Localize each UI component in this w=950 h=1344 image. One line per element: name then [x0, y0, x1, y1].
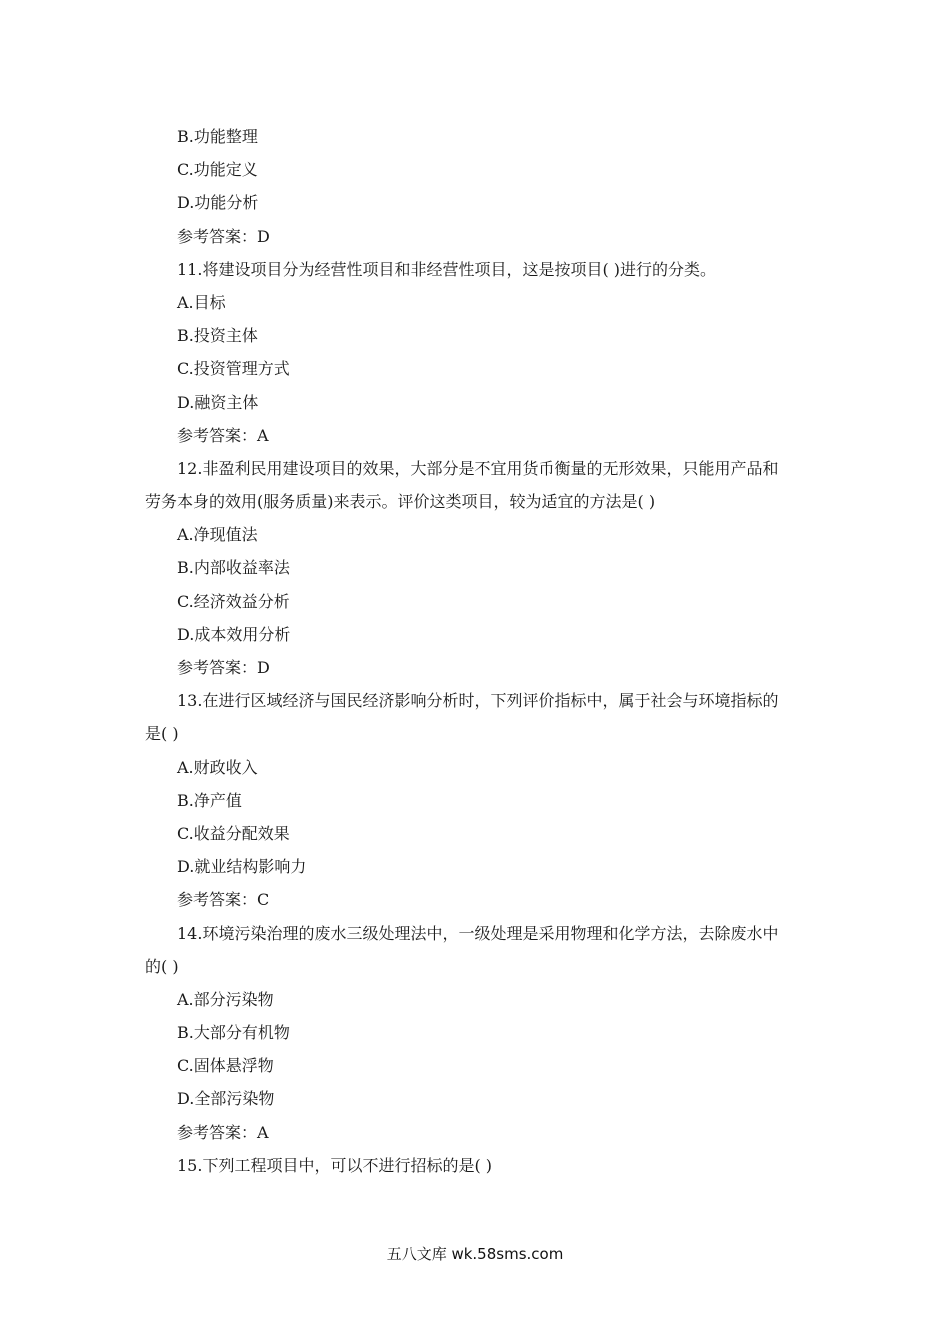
text-line: B.内部收益率法 — [177, 558, 290, 578]
text-line: 13.在进行区域经济与国民经济影响分析时，下列评价指标中，属于社会与环境指标的 — [177, 691, 779, 711]
text-line: 11.将建设项目分为经营性项目和非经营性项目，这是按项目( )进行的分类。 — [177, 259, 717, 279]
text-line: A.目标 — [177, 292, 226, 312]
text-line: A.部分污染物 — [177, 989, 274, 1009]
text-line: B.功能整理 — [177, 127, 258, 146]
text-line: B.大部分有机物 — [177, 1023, 290, 1043]
document-body — [145, 120, 810, 1182]
text-line: 参考答案：D — [177, 226, 270, 246]
text-line: D.成本效用分析 — [177, 624, 291, 644]
text-line: 参考答案：C — [177, 890, 270, 910]
text-line: D.功能分析 — [177, 193, 259, 213]
text-line: C.固体悬浮物 — [177, 1056, 274, 1076]
text-line: 15.下列工程项目中，可以不进行招标的是( ) — [177, 1155, 493, 1175]
text-line: 的( ) — [145, 956, 179, 976]
text-line: 参考答案：A — [177, 1122, 269, 1142]
text-line: B.净产值 — [177, 790, 242, 810]
text-line: C.投资管理方式 — [177, 359, 290, 379]
text-line: 劳务本身的效用(服务质量)来表示。评价这类项目，较为适宜的方法是( ) — [145, 492, 656, 512]
text-line: D.融资主体 — [177, 392, 259, 412]
text-line: 参考答案：D — [177, 658, 270, 677]
footer-watermark: 五八文库 wk.58sms.com — [386, 1245, 564, 1263]
text-line: D.全部污染物 — [177, 1089, 275, 1109]
text-line: A.财政收入 — [177, 757, 258, 777]
text-line: 12.非盈利民用建设项目的效果，大部分是不宜用货币衡量的无形效果，只能用产品和 — [177, 458, 779, 478]
text-line: A.净现值法 — [177, 525, 258, 545]
text-line: C.功能定义 — [177, 160, 258, 180]
text-line: 是( ) — [145, 724, 179, 744]
text-line: 14.环境污染治理的废水三级处理法中，一级处理是采用物理和化学方法，去除废水中 — [177, 923, 779, 943]
text-line: C.经济效益分析 — [177, 591, 290, 611]
text-line: D.就业结构影响力 — [177, 857, 307, 877]
text-line: B.投资主体 — [177, 326, 258, 346]
text-line: C.收益分配效果 — [177, 823, 290, 843]
text-line: 参考答案：A — [177, 425, 269, 445]
